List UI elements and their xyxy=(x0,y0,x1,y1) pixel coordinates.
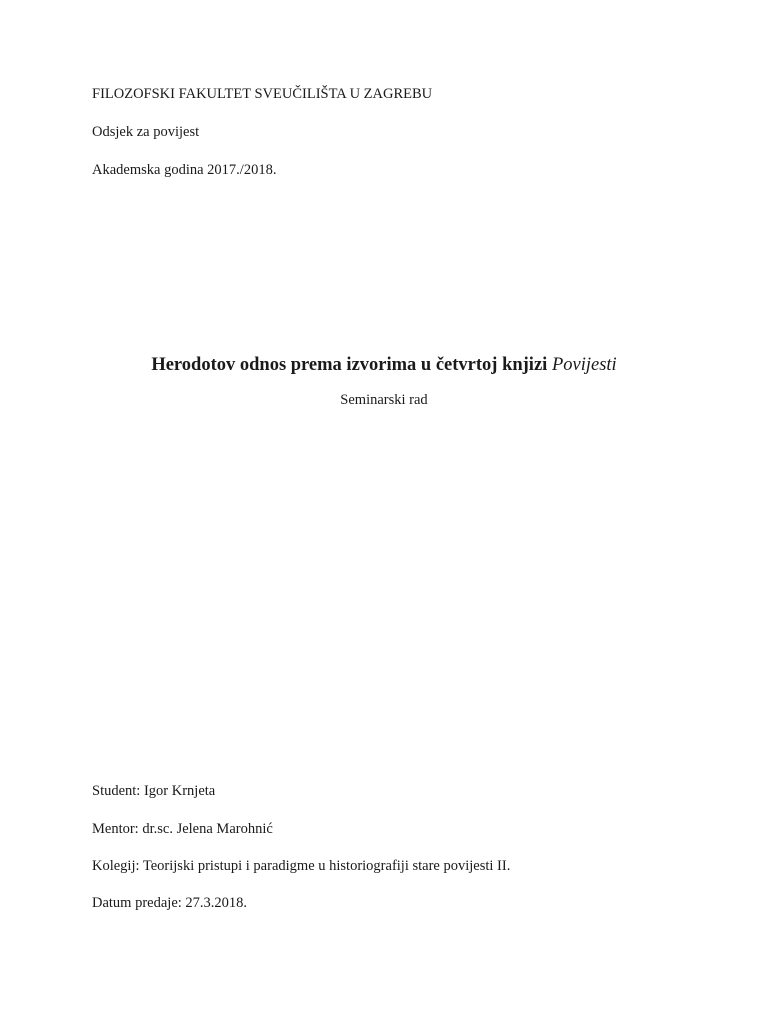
paper-title-main: Herodotov odnos prema izvorima u četvrtoj knjizi xyxy=(151,355,552,375)
student-line: Student: Igor Krnjeta xyxy=(92,783,216,799)
paper-subtitle: Seminarski rad xyxy=(340,392,428,408)
course-line: Kolegij: Teorijski pristupi i paradigme u historiografiji stare povijesti II. xyxy=(92,858,511,874)
paper-title-italic: Povijesti xyxy=(551,355,617,375)
submission-date-line: Datum predaje: 27.3.2018. xyxy=(92,895,248,911)
department-name: Odsjek za povijest xyxy=(92,124,200,140)
institution-name: FILOZOFSKI FAKULTET SVEUČILIŠTA U ZAGREBU xyxy=(92,86,433,102)
paper-title xyxy=(0,353,768,377)
academic-year: Akademska godina 2017./2018. xyxy=(92,162,277,178)
mentor-line: Mentor: dr.sc. Jelena Marohnić xyxy=(92,821,273,837)
